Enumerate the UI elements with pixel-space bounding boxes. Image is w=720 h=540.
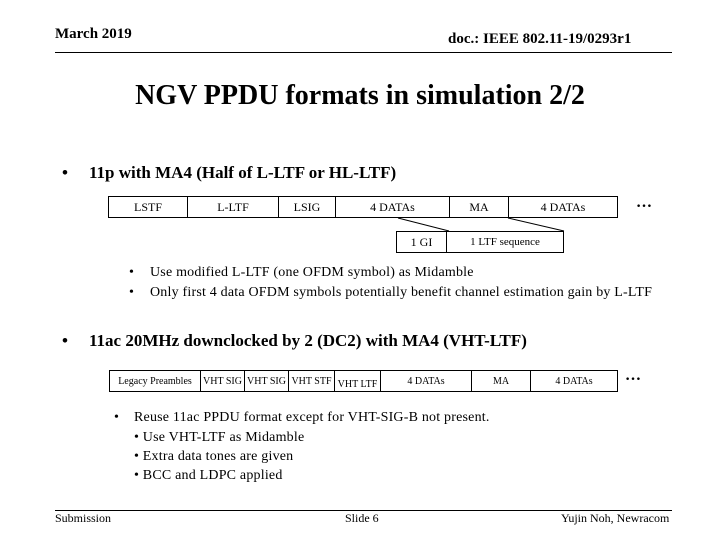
frame-field-data: 4 DATAs — [335, 196, 450, 218]
bullet-marker: • — [114, 410, 120, 425]
midamble-expansion-lines — [370, 218, 570, 232]
ma-detail-gi: 1 GI — [396, 231, 447, 253]
detail-item: • Use VHT-LTF as Midamble — [134, 430, 305, 445]
frame-field-midamble: MA — [449, 196, 509, 218]
frame-field-data: 4 DATAs — [530, 370, 618, 392]
bullet-marker: • — [62, 163, 68, 182]
frame-field-data: 4 DATAs — [508, 196, 618, 218]
detail-item: • Extra data tones are given — [134, 449, 294, 464]
bullet-marker: • — [129, 265, 135, 280]
frame-field-data: 4 DATAs — [380, 370, 472, 392]
header-doc-id: doc.: IEEE 802.11-19/0293r1 — [448, 31, 632, 47]
footer-submission: Submission — [55, 511, 112, 525]
frame-field-midamble: MA — [471, 370, 531, 392]
section1-sub-bullet: Use modified L-LTF (one OFDM symbol) as Midamble — [150, 265, 474, 280]
bullet-marker: • — [129, 285, 135, 300]
header-rule — [55, 52, 672, 53]
section2-heading: 11ac 20MHz downclocked by 2 (DC2) with MA4 (VHT-LTF) — [89, 331, 527, 350]
footer-author: Yujin Noh, Newracom — [561, 511, 670, 525]
frame-field-l-ltf: L-LTF — [187, 196, 279, 218]
section1-heading: 11p with MA4 (Half of L-LTF or HL-LTF) — [89, 163, 397, 182]
footer-slide-number: Slide 6 — [345, 511, 379, 525]
section2-sub-bullet: Reuse 11ac PPDU format except for VHT-SIG-B not present. — [134, 410, 490, 425]
frame-field-vht-ltf: VHT LTF — [334, 370, 381, 392]
detail-item: • BCC and LDPC applied — [134, 468, 283, 483]
header-date: March 2019 — [55, 26, 132, 42]
section1-sub-bullet: Only first 4 data OFDM symbols potentially benefit channel estimation gain by L-LTF — [150, 285, 653, 300]
ellipsis: … — [636, 194, 652, 211]
frame-field-vht-sig: VHT SIG — [200, 370, 245, 392]
bullet-marker: • — [62, 331, 68, 350]
frame-field-lstf: LSTF — [108, 196, 188, 218]
frame-field-vht-sig: VHT SIG — [244, 370, 289, 392]
ellipsis: … — [625, 367, 641, 384]
frame-field-vht-stf: VHT STF — [288, 370, 335, 392]
page-title: NGV PPDU formats in simulation 2/2 — [135, 80, 585, 111]
frame-field-legacy-preambles: Legacy Preambles — [109, 370, 201, 392]
frame-field-lsig: LSIG — [278, 196, 336, 218]
ma-detail-ltf-sequence: 1 LTF sequence — [446, 231, 564, 253]
